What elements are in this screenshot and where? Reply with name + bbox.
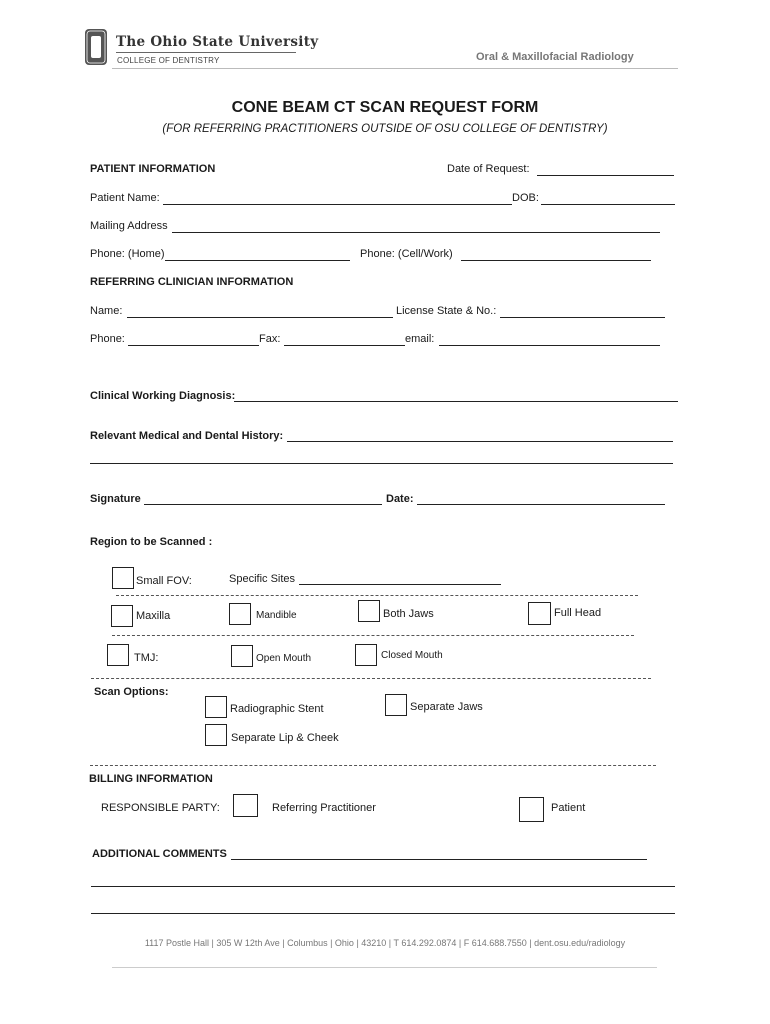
scan-options-heading: Scan Options: [94, 686, 169, 698]
region-divider-2 [112, 635, 634, 636]
radiographic-stent-checkbox[interactable] [205, 696, 227, 718]
form-title: CONE BEAM CT SCAN REQUEST FORM [231, 99, 539, 116]
mailing-address-label: Mailing Address [90, 220, 168, 232]
open-mouth-label: Open Mouth [256, 653, 312, 664]
phone-home-field[interactable] [165, 260, 350, 261]
closed-mouth-label: Closed Mouth [381, 650, 443, 661]
osu-block-o-logo [84, 28, 108, 66]
specific-sites-field[interactable] [299, 584, 501, 585]
phone-cell-label: Phone: (Cell/Work) [360, 248, 453, 260]
college-name: COLLEGE OF DENTISTRY [117, 56, 220, 65]
dob-field[interactable] [541, 204, 675, 205]
clinician-info-heading: REFERRING CLINICIAN INFORMATION [90, 276, 294, 288]
clinician-phone-label: Phone: [90, 333, 125, 345]
patient-name-field[interactable] [163, 204, 512, 205]
email-label: email: [405, 333, 435, 345]
signature-label: Signature [90, 493, 141, 505]
clinician-name-label: Name: [90, 305, 123, 317]
tmj-checkbox[interactable] [107, 644, 129, 666]
phone-cell-field[interactable] [461, 260, 651, 261]
small-fov-checkbox[interactable] [112, 567, 134, 589]
referring-practitioner-label: Referring Practitioner [272, 802, 376, 814]
header-divider [116, 52, 296, 53]
both-jaws-checkbox[interactable] [358, 600, 380, 622]
full-head-checkbox[interactable] [528, 602, 551, 625]
department-name: Oral & Maxillofacial Radiology [476, 51, 634, 63]
diagnosis-label: Clinical Working Diagnosis: [90, 390, 236, 402]
patient-name-label: Patient Name: [90, 192, 160, 204]
mandible-label: Mandible [256, 610, 297, 621]
separate-jaws-checkbox[interactable] [385, 694, 407, 716]
mailing-address-field[interactable] [172, 232, 660, 233]
tmj-label: TMJ: [134, 652, 159, 664]
responsible-party-label: RESPONSIBLE PARTY: [101, 802, 220, 814]
additional-comments-heading: ADDITIONAL COMMENTS [92, 848, 227, 860]
small-fov-label: Small FOV: [136, 575, 192, 587]
comments-field-line-2[interactable] [91, 886, 675, 887]
maxilla-label: Maxilla [136, 610, 171, 622]
separate-lip-cheek-checkbox[interactable] [205, 724, 227, 746]
form-subtitle: (FOR REFERRING PRACTITIONERS OUTSIDE OF OSU COLLEGE OF DENTISTRY) [162, 123, 608, 135]
separate-lip-cheek-label: Separate Lip & Cheek [231, 732, 339, 744]
patient-billing-label: Patient [551, 802, 586, 814]
closed-mouth-checkbox[interactable] [355, 644, 377, 666]
maxilla-checkbox[interactable] [111, 605, 133, 627]
signature-field[interactable] [144, 504, 382, 505]
billing-heading: BILLING INFORMATION [89, 773, 213, 785]
header-rule [112, 68, 678, 69]
phone-home-label: Phone: (Home) [90, 248, 165, 260]
open-mouth-checkbox[interactable] [231, 645, 253, 667]
diagnosis-field[interactable] [234, 401, 678, 402]
separate-jaws-label: Separate Jaws [410, 701, 483, 713]
date-of-request-label: Date of Request: [447, 163, 530, 175]
history-label: Relevant Medical and Dental History: [90, 430, 284, 442]
scan-options-divider [90, 765, 656, 766]
footer-address: 1117 Postle Hall | 305 W 12th Ave | Columbus | Ohio | 43210 | T 614.292.0874 | F 614.688.7550 | dent.osu.edu/radiology [144, 938, 626, 948]
region-divider-3 [91, 678, 651, 679]
date-of-request-field[interactable] [537, 175, 674, 176]
clinician-phone-field[interactable] [128, 345, 259, 346]
radiographic-stent-label: Radiographic Stent [230, 703, 324, 715]
mandible-checkbox[interactable] [229, 603, 251, 625]
comments-field-line-3[interactable] [91, 913, 675, 914]
comments-field-line-1[interactable] [231, 859, 647, 860]
fax-field[interactable] [284, 345, 405, 346]
license-field[interactable] [500, 317, 665, 318]
specific-sites-label: Specific Sites [229, 573, 296, 585]
patient-info-heading: PATIENT INFORMATION [90, 163, 216, 175]
region-heading: Region to be Scanned : [90, 536, 213, 548]
region-divider-1 [116, 595, 638, 596]
both-jaws-label: Both Jaws [383, 608, 434, 620]
clinician-name-field[interactable] [127, 317, 393, 318]
footer-rule [112, 967, 657, 968]
history-field[interactable] [287, 441, 673, 442]
dob-label: DOB: [512, 192, 539, 204]
university-name: The Ohio State University [116, 34, 319, 50]
signature-date-label: Date: [386, 493, 414, 505]
email-field[interactable] [439, 345, 660, 346]
signature-date-field[interactable] [417, 504, 665, 505]
license-label: License State & No.: [396, 305, 497, 317]
full-head-label: Full Head [554, 607, 602, 619]
patient-billing-checkbox[interactable] [519, 797, 544, 822]
fax-label: Fax: [259, 333, 281, 345]
referring-practitioner-checkbox[interactable] [233, 794, 258, 817]
history-field-line-2[interactable] [90, 463, 673, 464]
